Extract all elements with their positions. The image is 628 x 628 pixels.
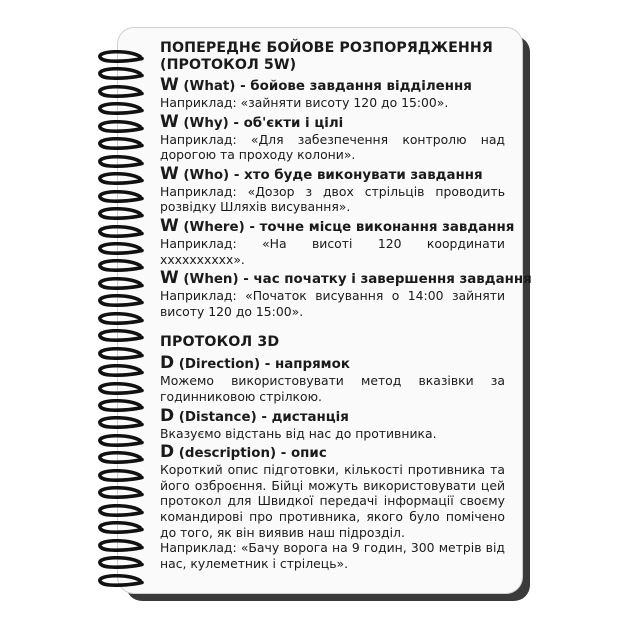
spiral-ring-icon bbox=[96, 190, 148, 203]
item-body: Короткий опис підготовки, кількості противника та його озброєння. Бійці можуть використовувати цей протокол для Швидкої передачі інформації своєму командирові про противника, якого було помічено до того, як він виявив наш підрозділ. bbox=[160, 462, 505, 540]
item-letter: D bbox=[160, 442, 175, 463]
item-letter: D bbox=[160, 405, 175, 426]
spiral-ring-icon bbox=[96, 172, 148, 185]
item-label: (Where) - точне місце виконання завдання bbox=[178, 219, 515, 235]
item-label: (Why) - об'єкти і цілі bbox=[178, 115, 344, 131]
spiral-ring-icon bbox=[96, 556, 148, 569]
item-letter: D bbox=[160, 353, 175, 374]
spiral-ring-icon bbox=[96, 225, 148, 238]
spiral-ring-icon bbox=[96, 364, 148, 377]
spiral-ring-icon bbox=[96, 102, 148, 115]
item-body: Наприклад: «зайняти висоту 120 до 15:00». bbox=[160, 95, 449, 110]
spiral-ring-icon bbox=[96, 504, 148, 517]
spiral-ring-icon bbox=[96, 85, 148, 98]
spiral-ring-icon bbox=[96, 207, 148, 220]
spiral-ring-icon bbox=[96, 50, 148, 63]
spiral-ring-icon bbox=[96, 329, 148, 342]
spiral-ring-icon bbox=[96, 434, 148, 447]
spiral-ring-icon bbox=[96, 382, 148, 395]
spiral-ring-icon bbox=[96, 416, 148, 429]
item-what bbox=[160, 77, 505, 111]
item-body: Наприклад: «Дозор з двох стрільців проводить розвідку Шляхів висування». bbox=[160, 183, 505, 215]
spiral-ring-icon bbox=[96, 574, 148, 587]
item-distance bbox=[160, 405, 505, 442]
item-label: (Who) - хто буде виконувати завдання bbox=[178, 167, 483, 183]
item-who bbox=[160, 163, 505, 215]
item-direction bbox=[160, 355, 505, 404]
item-label: (What) - бойове завдання відділення bbox=[178, 79, 472, 94]
item-letter: W bbox=[160, 163, 179, 184]
spiral-ring-icon bbox=[96, 312, 148, 325]
spiral-ring-icon bbox=[96, 294, 148, 307]
item-body: Наприклад: «Для забезпечення контролю над дорогою та проходу колони». bbox=[160, 131, 505, 163]
item-label: (description) - опис bbox=[174, 446, 327, 462]
item-body: Наприклад: «Початок висування о 14:00 зайняти висоту 120 до 15:00». bbox=[160, 288, 505, 319]
spiral-ring-icon bbox=[96, 347, 148, 360]
spiral-ring-icon bbox=[96, 539, 148, 552]
item-letter: W bbox=[160, 111, 179, 132]
spiral-ring-icon bbox=[96, 67, 148, 80]
spiral-ring-icon bbox=[96, 155, 148, 168]
item-label: (Distance) - дистанція bbox=[174, 409, 349, 425]
item-body: Можемо використовувати метод вказівки за годинниковою стрілкою. bbox=[160, 373, 505, 404]
spiral-ring-icon bbox=[96, 469, 148, 482]
spiral-ring-icon bbox=[96, 242, 148, 255]
spiral-ring-icon bbox=[96, 259, 148, 272]
item-where bbox=[160, 215, 515, 267]
spiral-ring-icon bbox=[96, 137, 148, 150]
item-body: Наприклад: «На висоті 120 координати xxxxxxxxxx». bbox=[160, 235, 505, 267]
spiral-ring-icon bbox=[96, 277, 148, 290]
item-letter: W bbox=[160, 75, 179, 95]
spiral-ring-icon bbox=[96, 399, 148, 412]
item-when bbox=[160, 268, 532, 319]
item-label: (Direction) - напрямок bbox=[174, 357, 350, 373]
spiral-ring-icon bbox=[96, 486, 148, 499]
spiral-ring-icon bbox=[96, 451, 148, 464]
notebook-content bbox=[160, 40, 532, 574]
item-body: Вказуємо відстань від нас до противника. bbox=[160, 425, 437, 441]
spiral-ring-icon bbox=[96, 120, 148, 133]
item-label: (When) - час початку і завершення завдання bbox=[178, 272, 532, 288]
item-letter: W bbox=[160, 215, 179, 236]
item-letter: W bbox=[160, 268, 179, 289]
item-why bbox=[160, 111, 505, 163]
title-3d: ПРОТОКОЛ 3D bbox=[160, 334, 280, 351]
title-5w: ПОПЕРЕДНЄ БОЙОВЕ РОЗПОРЯДЖЕННЯ (ПРОТОКОЛ 5W) bbox=[160, 40, 493, 73]
item-description bbox=[160, 444, 505, 571]
spiral-ring-icon bbox=[96, 521, 148, 534]
item-example: Наприклад: «Бачу ворога на 9 годин, 300 метрів від нас, кулеметник і стрілець». bbox=[160, 540, 505, 571]
